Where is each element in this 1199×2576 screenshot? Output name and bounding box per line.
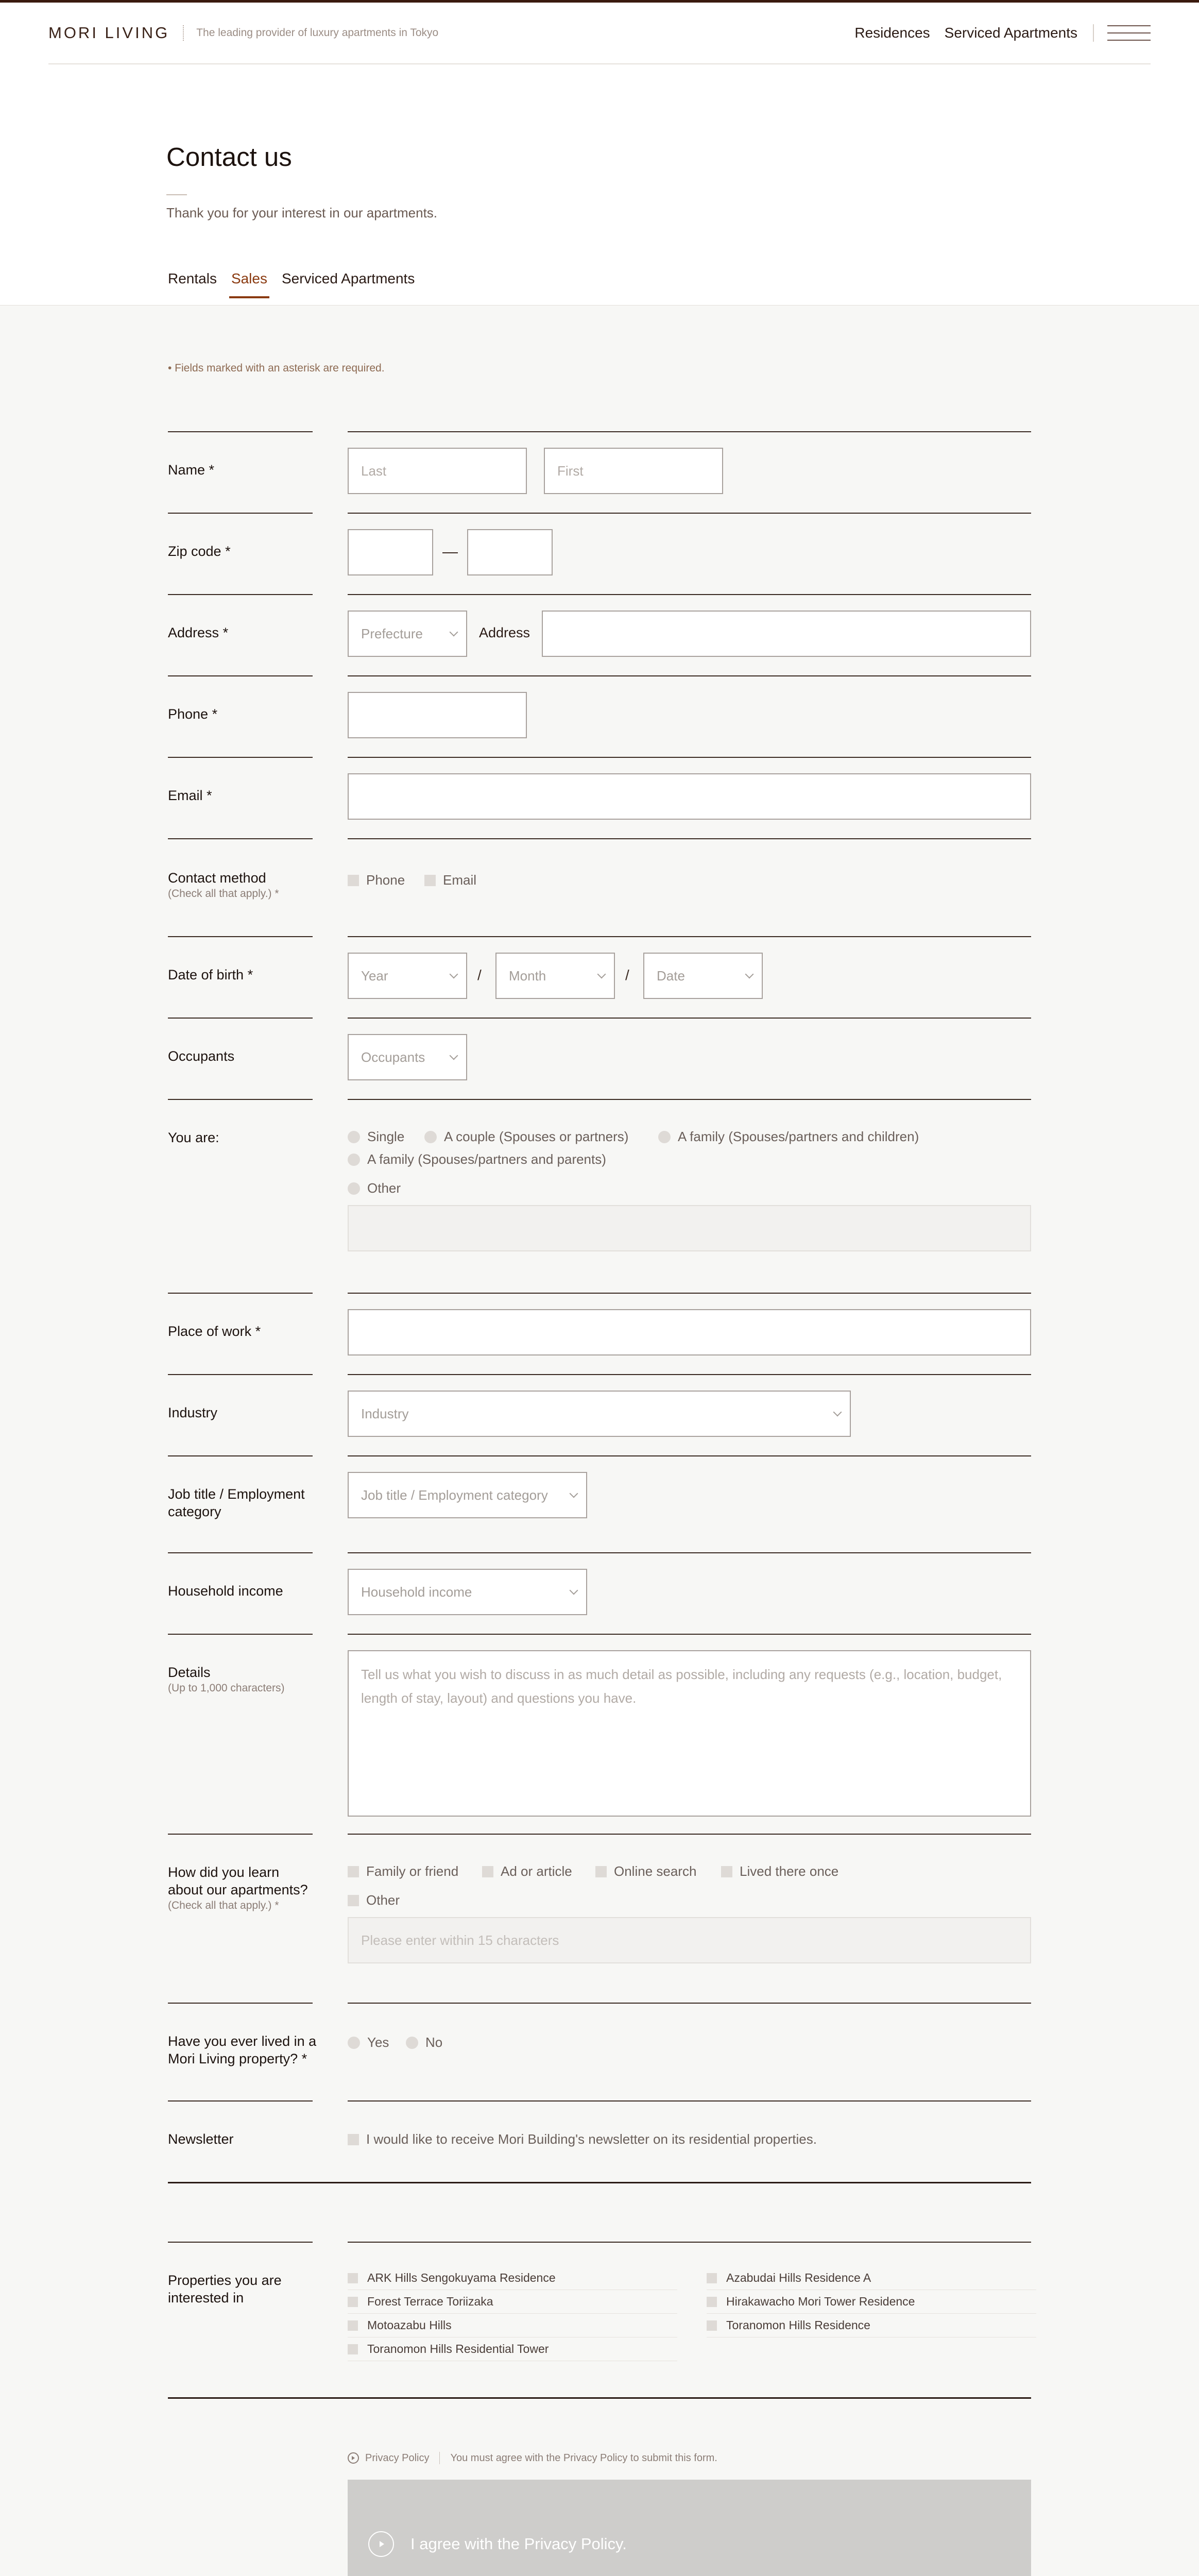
name-label: Name * [168, 462, 215, 478]
income-label: Household income [168, 1583, 283, 1599]
privacy-note: You must agree with the Privacy Policy to submit this form. [450, 2452, 717, 2464]
property-checkbox[interactable]: Hirakawacho Mori Tower Residence [707, 2290, 1036, 2314]
industry-label: Industry [168, 1405, 218, 1420]
dob-month-select[interactable]: Month [495, 953, 615, 999]
contact-phone-checkbox[interactable]: Phone [348, 872, 405, 888]
section-divider [168, 2182, 1031, 2183]
newsletter-label: Newsletter [168, 2131, 234, 2147]
logo-divider [183, 25, 184, 41]
property-checkbox[interactable]: Azabudai Hills Residence A [707, 2266, 1036, 2290]
work-label: Place of work * [168, 1324, 261, 1339]
learn-family-checkbox[interactable]: Family or friend [348, 1863, 458, 1879]
nav-serviced-apartments[interactable]: Serviced Apartments [944, 25, 1077, 41]
contact-method-label: Contact method (Check all that apply.) * [168, 870, 279, 900]
email-label: Email * [168, 788, 212, 803]
phone-input[interactable] [348, 692, 527, 738]
property-checkbox[interactable]: Toranomon Hills Residence [707, 2314, 1036, 2337]
phone-label: Phone * [168, 706, 218, 722]
job-label: Job title / Employment category [168, 1486, 305, 1519]
occupants-label: Occupants [168, 1048, 235, 1064]
dob-slash: / [625, 967, 629, 983]
title-divider [166, 194, 187, 195]
contact-form-area [0, 305, 1199, 2576]
arrow-circle-icon [368, 2531, 394, 2557]
you-are-family-parents-radio[interactable]: A family (Spouses/partners and parents) [348, 1151, 606, 1167]
last-name-input[interactable]: Last [348, 448, 527, 494]
property-checkbox[interactable]: Forest Terrace Toriizaka [348, 2290, 677, 2314]
property-checkbox[interactable]: ARK Hills Sengokuyama Residence [348, 2266, 677, 2290]
dob-date-select[interactable]: Date [643, 953, 763, 999]
job-select[interactable]: Job title / Employment category [348, 1472, 587, 1518]
address-label: Address * [168, 625, 229, 640]
privacy-row [348, 2452, 717, 2464]
you-are-couple-radio[interactable]: A couple (Spouses or partners) [424, 1129, 628, 1145]
contact-email-checkbox[interactable]: Email [424, 872, 476, 888]
learn-label: How did you learn about our apartments? (Check all that apply.) * [168, 1865, 308, 1911]
zip-second-input[interactable] [467, 529, 553, 575]
zip-dash [442, 552, 458, 553]
address-input[interactable] [542, 611, 1031, 657]
email-input[interactable] [348, 773, 1031, 820]
dob-slash: / [477, 967, 482, 983]
learn-online-checkbox[interactable]: Online search [595, 1863, 696, 1879]
you-are-label: You are: [168, 1130, 219, 1145]
you-are-other-radio[interactable]: Other [348, 1180, 401, 1196]
work-input[interactable] [348, 1309, 1031, 1355]
intro-text: Thank you for your interest in our apartments. [166, 205, 438, 221]
privacy-policy-link[interactable]: Privacy Policy [365, 2452, 430, 2464]
site-header [0, 3, 1199, 67]
property-checkbox[interactable]: Motoazabu Hills [348, 2314, 677, 2337]
tab-sales[interactable]: Sales [231, 270, 267, 298]
prefecture-select[interactable]: Prefecture [348, 611, 467, 657]
occupants-select[interactable]: Occupants [348, 1034, 467, 1080]
tab-rentals[interactable]: Rentals [168, 270, 217, 286]
required-note: • Fields marked with an asterisk are required. [168, 362, 385, 374]
agree-privacy-button[interactable] [348, 2480, 1031, 2576]
learn-ad-checkbox[interactable]: Ad or article [482, 1863, 572, 1879]
section-divider [168, 2397, 1031, 2399]
you-are-family-children-radio[interactable]: A family (Spouses/partners and children) [658, 1129, 919, 1145]
lived-label: Have you ever lived in a Mori Living property? * [168, 2033, 317, 2066]
lived-no-radio[interactable]: No [406, 2035, 442, 2050]
lived-yes-radio[interactable]: Yes [348, 2035, 389, 2050]
address-inline-label: Address [479, 625, 530, 640]
you-are-other-input[interactable] [348, 1205, 1031, 1251]
learn-other-input[interactable]: Please enter within 15 characters [348, 1917, 1031, 1963]
newsletter-checkbox[interactable]: I would like to receive Mori Building's newsletter on its residential properties. [348, 2131, 817, 2147]
details-textarea[interactable]: Tell us what you wish to discuss in as much detail as possible, including any requests (e.g., location, budget, length of stay, layout) and questions you have. [348, 1650, 1031, 1817]
first-name-input[interactable]: First [544, 448, 723, 494]
site-tagline: The leading provider of luxury apartments in Tokyo [196, 27, 439, 39]
dob-label: Date of birth * [168, 967, 253, 982]
industry-select[interactable]: Industry [348, 1391, 851, 1437]
main-nav [840, 24, 1151, 42]
agree-button-label: I agree with the Privacy Policy. [410, 2534, 627, 2553]
income-select[interactable]: Household income [348, 1569, 587, 1615]
arrow-circle-icon [348, 2452, 359, 2464]
menu-icon[interactable] [1107, 24, 1151, 42]
property-checkbox[interactable]: Toranomon Hills Residential Tower [348, 2337, 677, 2361]
nav-residences[interactable]: Residences [854, 25, 930, 41]
site-logo[interactable]: MORI LIVING [48, 24, 170, 42]
properties-label: Properties you are interested in [168, 2273, 282, 2306]
zip-label: Zip code * [168, 544, 231, 559]
learn-lived-checkbox[interactable]: Lived there once [721, 1863, 838, 1879]
contact-tabs [168, 270, 429, 298]
nav-divider [1093, 24, 1094, 42]
details-label: Details (Up to 1,000 characters) [168, 1665, 285, 1694]
dob-year-select[interactable]: Year [348, 953, 467, 999]
intro-section [0, 67, 1199, 304]
you-are-single-radio[interactable]: Single [348, 1129, 404, 1145]
zip-first-input[interactable] [348, 529, 433, 575]
learn-other-checkbox[interactable]: Other [348, 1892, 400, 1908]
tab-serviced-apartments[interactable]: Serviced Apartments [281, 270, 415, 286]
page-title: Contact us [166, 142, 292, 172]
